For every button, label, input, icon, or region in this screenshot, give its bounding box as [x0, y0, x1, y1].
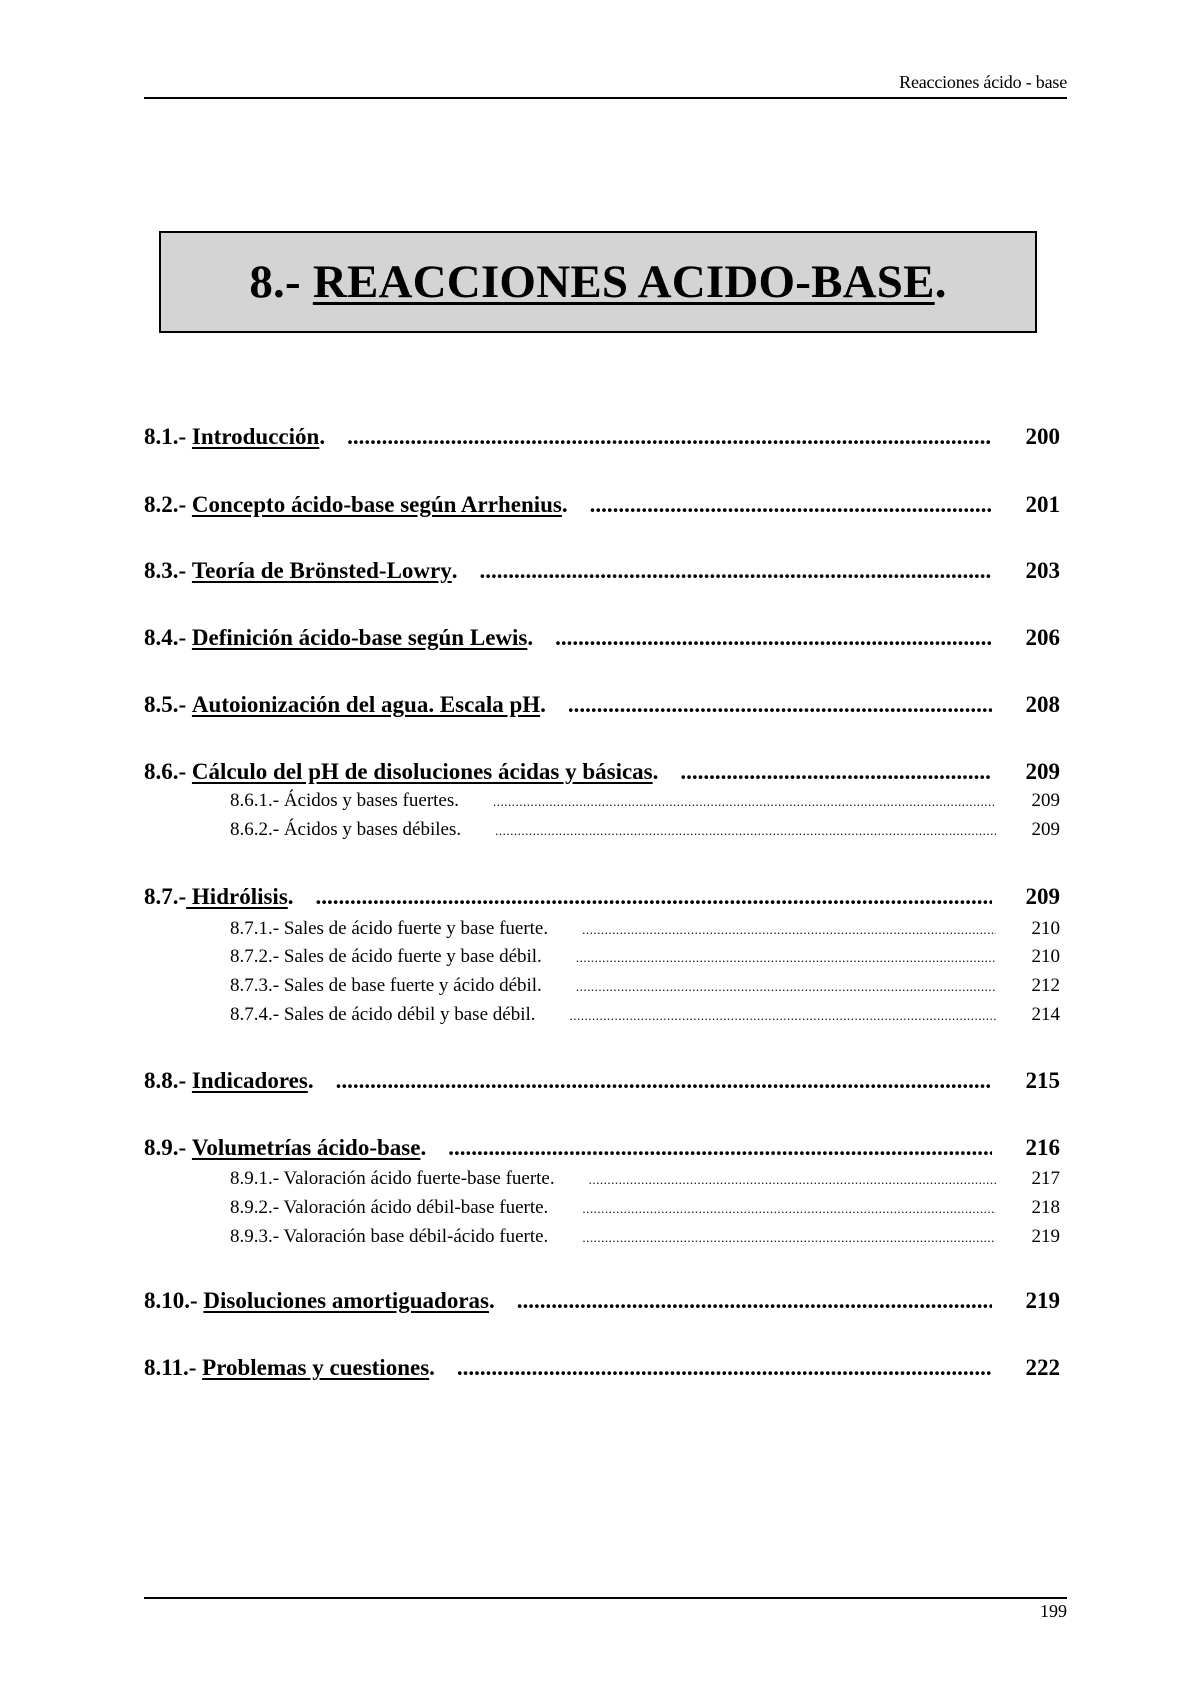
toc-subentry-page: 217 — [1031, 1168, 1060, 1189]
toc-entry-8-9[interactable] — [144, 1135, 1060, 1161]
toc-entry-page: 203 — [1025, 558, 1060, 583]
header-rule — [144, 97, 1067, 99]
footer-rule — [144, 1597, 1067, 1599]
dot-leader — [336, 1068, 992, 1094]
toc-entry-number: 8.7.- — [144, 884, 187, 909]
toc-entry-period: . — [561, 492, 568, 517]
toc-entry-period: . — [451, 558, 458, 583]
toc-entry-page: 200 — [1025, 424, 1060, 449]
toc-entry-title: Disoluciones amortiguadoras — [203, 1288, 490, 1313]
toc-entry-title: Indicadores — [191, 1068, 308, 1093]
toc-entry-title: Problemas y cuestiones — [202, 1355, 430, 1380]
toc-entry-number: 8.6.- — [144, 759, 192, 784]
toc-subentry-title: 8.9.1.- Valoración ácido fuerte-base fuerte. — [230, 1168, 555, 1189]
toc-subentry-page: 218 — [1031, 1197, 1060, 1218]
toc-subentry-page: 212 — [1031, 975, 1060, 996]
toc-entry-period: . — [429, 1355, 435, 1380]
dot-leader — [576, 979, 996, 995]
toc-entry-8-10[interactable] — [144, 1288, 1060, 1314]
toc-entry-period: . — [319, 424, 326, 449]
toc-subentry-8-6-2[interactable] — [144, 819, 1060, 841]
toc-entry-title: Autoionización del agua. Escala pH — [191, 692, 541, 717]
toc-entry-page: 206 — [1025, 625, 1060, 650]
toc-entry-page: 216 — [1025, 1135, 1060, 1160]
dot-leader — [570, 1008, 996, 1024]
toc-subentry-title: 8.9.3.- Valoración base débil-ácido fuerte. — [230, 1226, 549, 1247]
dot-leader — [555, 625, 992, 651]
dot-leader — [347, 424, 992, 450]
dot-leader — [457, 1355, 992, 1381]
dot-leader — [517, 1288, 992, 1314]
toc-entry-8-2[interactable] — [144, 492, 1060, 518]
toc-subentry-8-7-2[interactable] — [144, 946, 1060, 968]
toc-entry-number: 8.8.- — [144, 1068, 192, 1093]
page-number: 199 — [1040, 1601, 1067, 1621]
toc-subentry-page: 219 — [1031, 1226, 1060, 1247]
toc-entry-page: 209 — [1025, 884, 1060, 909]
dot-leader — [590, 492, 992, 518]
dot-leader — [479, 558, 992, 584]
toc-subentry-page: 209 — [1031, 819, 1060, 840]
toc-subentry-8-9-1[interactable] — [144, 1168, 1060, 1190]
toc-entry-period: . — [307, 1068, 314, 1093]
toc-entry-number: 8.9.- — [144, 1135, 192, 1160]
dot-leader — [589, 1172, 996, 1188]
toc-entry-period: . — [527, 625, 534, 650]
toc-entry-page: 208 — [1025, 692, 1060, 717]
toc-entry-page: 209 — [1025, 759, 1060, 784]
toc-entry-title: Concepto ácido-base según Arrhenius — [191, 492, 562, 517]
toc-subentry-title: 8.6.2.- Ácidos y bases débiles. — [230, 819, 462, 840]
toc-subentry-8-7-1[interactable] — [144, 918, 1060, 940]
toc-subentry-8-9-2[interactable] — [144, 1197, 1060, 1219]
toc-entry-number: 8.11.- — [144, 1355, 203, 1380]
toc-entry-period: . — [287, 884, 294, 909]
toc-entry-8-11[interactable] — [144, 1355, 1060, 1381]
dot-leader — [680, 759, 992, 785]
toc-subentry-title: 8.7.4.- Sales de ácido débil y base débil. — [230, 1004, 536, 1025]
toc-entry-page: 222 — [1025, 1355, 1060, 1380]
chapter-title-box — [159, 231, 1037, 333]
toc-entry-title: Definición ácido-base según Lewis — [191, 625, 528, 650]
toc-entry-8-8[interactable] — [144, 1068, 1060, 1094]
toc-entry-8-4[interactable] — [144, 625, 1060, 651]
chapter-title-text: REACCIONES ACIDO-BASE — [312, 256, 935, 308]
dot-leader — [495, 823, 996, 839]
toc-subentry-8-6-1[interactable] — [144, 790, 1060, 812]
toc-entry-title: Cálculo del pH de disoluciones ácidas y básicas — [191, 759, 653, 784]
toc-entry-8-3[interactable] — [144, 558, 1060, 584]
toc-entry-title: Hidrólisis — [186, 884, 288, 909]
toc-subentry-8-9-3[interactable] — [144, 1226, 1060, 1248]
dot-leader — [576, 950, 996, 966]
toc-entry-number: 8.5.- — [144, 692, 192, 717]
dot-leader — [493, 794, 996, 810]
toc-entry-page: 215 — [1025, 1068, 1060, 1093]
toc-entry-8-5[interactable] — [144, 692, 1060, 718]
toc-entry-title: Volumetrías ácido-base — [191, 1135, 421, 1160]
dot-leader — [568, 692, 992, 718]
toc-subentry-title: 8.7.3.- Sales de base fuerte y ácido débil. — [230, 975, 542, 996]
toc-subentry-title: 8.7.1.- Sales de ácido fuerte y base fuerte. — [230, 918, 549, 939]
toc-subentry-page: 214 — [1031, 1004, 1060, 1025]
toc-entry-period: . — [652, 759, 659, 784]
toc-subentry-title: 8.7.2.- Sales de ácido fuerte y base débil. — [230, 946, 542, 967]
running-header: Reacciones ácido - base — [899, 72, 1067, 92]
toc-entry-number: 8.4.- — [144, 625, 192, 650]
dot-leader — [582, 922, 996, 938]
toc-entry-period: . — [420, 1135, 427, 1160]
toc-entry-8-1[interactable] — [144, 424, 1060, 450]
toc-subentry-page: 210 — [1031, 918, 1060, 939]
toc-entry-period: . — [489, 1288, 495, 1313]
dot-leader — [582, 1230, 996, 1246]
toc-subentry-title: 8.9.2.- Valoración ácido débil-base fuerte. — [230, 1197, 549, 1218]
toc-subentry-page: 210 — [1031, 946, 1060, 967]
dot-leader — [582, 1201, 996, 1217]
toc-entry-page: 219 — [1025, 1288, 1060, 1313]
toc-subentry-8-7-3[interactable] — [144, 975, 1060, 997]
toc-entry-8-6[interactable] — [144, 759, 1060, 785]
toc-entry-number: 8.2.- — [144, 492, 192, 517]
chapter-title — [249, 255, 946, 309]
toc-entry-number: 8.1.- — [144, 424, 192, 449]
toc-subentry-8-7-4[interactable] — [144, 1004, 1060, 1026]
chapter-title-period: . — [934, 256, 947, 308]
chapter-number: 8.- — [249, 256, 301, 308]
toc-entry-period: . — [540, 692, 546, 717]
toc-entry-number: 8.10.- — [144, 1288, 204, 1313]
dot-leader — [316, 884, 992, 910]
toc-entry-8-7[interactable] — [144, 884, 1060, 910]
toc-entry-title: Introducción — [191, 424, 320, 449]
dot-leader — [448, 1135, 992, 1161]
toc-subentry-page: 209 — [1031, 790, 1060, 811]
toc-subentry-title: 8.6.1.- Ácidos y bases fuertes. — [230, 790, 460, 811]
toc-entry-number: 8.3.- — [144, 558, 192, 583]
toc-entry-page: 201 — [1025, 492, 1060, 517]
toc-entry-title: Teoría de Brönsted-Lowry — [191, 558, 452, 583]
